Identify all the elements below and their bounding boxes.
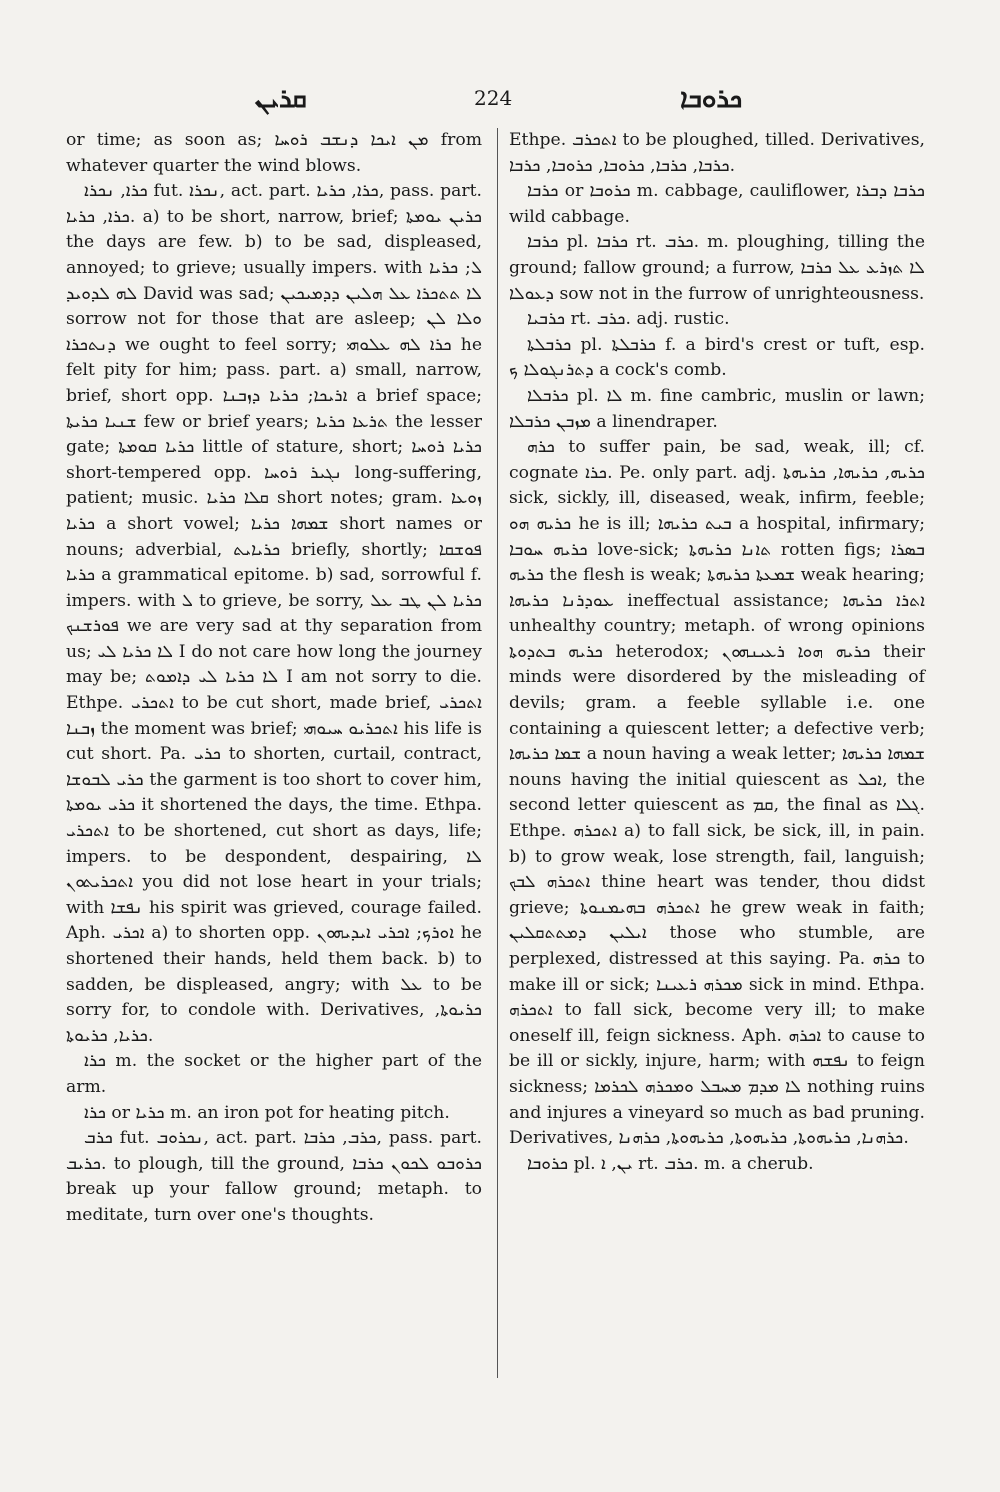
dictionary-entry: ܟܪܒܠܬܐ pl. ܟܪܒܠܬܐ f. a bird's crest or tuft, esp. ܕܬܪܢܓܘܠܐ ܟ a cock's comb. — [509, 334, 926, 381]
page-header — [0, 80, 1000, 120]
dictionary-entry: or time; as soon as; ܡܢ ܐܝܟܐ ܕܢܫܒ ܪܘܚܐ from whatever quarter the wind blows. — [66, 130, 483, 176]
left-column — [66, 128, 482, 1229]
dictionary-entry: ܟܪܗ to suffer pain, be sad, weak, ill; cf. cognate ܟܪܐ. Pe. only part. adj. ܟܪܝܗ, ܟܪܝܗܐ, ܟܪܝܗܬܐ sick, sickly, ill, diseased, weak, infirm, feeble; ܟܪܝܗ ܗܘ he is ill; ܒܝܬ ܟܪܝܗܐ a hospital, infirmary; ܟܪܝܗ ܚܘܒܐ love-sick; ܬܐܢܐ ܟܪܝܗܬܐ rotten figs; ܒܣܪܐ ܟܪܝܗ the flesh is weak; ܫܡܥܬܐ ܟܪܝܗܬܐ weak hearing; ܥܘܕܪܢܐ ܟܪܝܗܐ ineffectual assistance; ܐܬܪܐ ܟܪܝܗܐ unhealthy country; metaph. of wrong opinions ܟܪܝܗ ܒܬܕܘܬܐ heterodox; ܟܪܝܗ ܗܘܐ ܪܥܝܢܗܘܢ their minds were disordered by the misleading of devils; gram. a feeble syllable i.e. one containing a quiescent letter; a defective verb; ܫܡܐ ܟܪܝܗܐ a noun having a weak letter; ܫܡܗܐ ܟܪܝܗܐ nouns having the initial quiescent as ܐܟܠ, the second letter quiescent as ܩܡ, the final as ܓܠܐ. Ethpe. ܐܬܟܪܗ a) to fall sick, be sick, ill, in pain. b) to grow weak, lose strength, fail, languish; ܐܬܟܪܗ ܠܒܟ thine heart was tender, thou didst grieve; ܐܬܟܪܗ ܒܗܝܡܢܘܬܐ he grew weak in faith; ܐܝܠܝܢ ܕܡܬܬܩܠܝܢ those who stumble, are perplexed, distressed at this saying. Pa. ܟܪܗ to make ill or sick; ܡܟܪܗ ܪܥܝܢܐ sick in mind. Ethpa. ܐܬܟܪܗ to fall sick, become very ill; to make oneself ill, feign sickness. Aph. ܐܟܪܗ to cause to be ill or sickly, injure, harm; with ܢܦܫܗ to feign sickness; ܠܐ ܡܕܡ ܡܚܒܠ ܘܡܟܪܗ ܠܟܪܡܐ nothing ruins and injures a vineyard so much as bad pruning. Derivatives, ܟܪܗܢܐ, ܟܪܝܗܘܬܐ, ܟܪܝܗܘܬܐ, ܟܪܝܗܘܬܐ, ܟܪܗܢܐ. — [509, 437, 926, 1149]
dictionary-entry: ܟܪܒܐ pl. ܟܪܒܐ rt. ܟܪܒ. m. ploughing, tilling the ground; fallow ground; a furrow, ܠܐ ܬܙܪܥ ܥܠ ܟܪܒܐ ܕܥܘܠܐ sow not in the furrow of unrighteousness. — [509, 232, 926, 304]
header-right-word: ܟܪܘܒܐ — [680, 84, 743, 114]
dictionary-entry: ܟܪܒܐ or ܟܪܘܒܐ m. cabbage, cauliflower, ܟܪܒܐ ܕܒܪܐ wild cabbage. — [509, 181, 925, 227]
dictionary-entry: ܟܪܒ fut. ܢܟܪܘܒ, act. part. ܟܪܒ, ܟܪܒܐ, pass. part. ܟܪܝܒ. to plough, till the ground, ܟܪܘܒܘ ܠܟܘܢ ܟܪܒܐ break up your fallow ground; metaph. to meditate, turn over one's thoughts. — [66, 1128, 482, 1225]
dictionary-entry: Ethpe. ܐܬܟܪܒ to be ploughed, tilled. Derivatives, ܟܪܒܐ, ܟܪܒܐ, ܟܪܘܒܐ, ܟܪܘܒܐ, ܟܪܒܐ. — [509, 130, 925, 176]
right-column — [509, 128, 925, 1177]
header-left-word: ܩܪܝܢ — [255, 84, 307, 114]
dictionary-entry: ܟܪܐ, ܢܟܪܐ fut. ܢܟܪܐ, act. part. ܟܪܐ, ܟܪܝܐ, pass. part. ܟܪܐ, ܟܪܝܐ. a) to be short, narrow, brief; ܟܪܝܢ ܝܘܡܬܐ the days are few. b) to be sad, displeased, annoyed; to grieve; usually impers. with ܠ; ܟܪܝܐ ܠܗ ܠܕܘܝܕ David was sad; ܠܐ ܬܬܟܪܐ ܥܠ ܗܠܝܢ ܕܕܡܝܟܝܢ sorrow not for those that are asleep; ܘܠܐ ܠܢ ܕܢܬܟܪܐ we ought to feel sorry; ܟܪܐ ܠܗ ܥܠܘܗܝ he felt pity for him; pass. part. a) small, narrow, brief, short opp. ܐܪܝܟܐ; ܟܪܝܐ ܕܙܒܢܐ a brief space; ܫܢܝܐ ܟܪܝܬܐ few or brief years; ܬܪܥܐ ܟܪܝܐ the lesser gate; ܟܪܝܐ ܩܘܡܬܐ little of stature, short; ܟܪܝܐ ܪܘܚܐ short-tempered opp. ܢܓܝܪ ܪܘܚܐ long-suffering, patient; music. ܩܠܐ ܟܪܝܐ short notes; gram. ܙܘܥܐ ܟܪܝܐ a short vowel; ܫܡܗܐ ܟܪܝܐ short names or nouns; adverbial, ܟܪܝܐܝܬ briefly, shortly; ܦܘܫܩܐ ܟܪܝܐ a grammatical epitome. b) sad, sorrowful f. impers. with ܠ to grieve, be sorry, ܟܪܝܐ ܠܢ ܛܒ ܥܠ ܦܘܪܫܢܟ we are very sad at thy separation from us; ܠܐ ܟܪܝܐ ܠܝ I do not care how long the journey may be; ܠܐ ܟܪܝܐ ܠܝ ܕܐܡܘܬ I am not sorry to die. Ethpe. ܐܬܟܪܝ to be cut short, made brief, ܐܬܟܪܝ ܙܒܢܐ the moment was brief; ܐܬܟܪܝܘ ܚܝܘܗܝ his life is cut short. Pa. ܟܪܝ to shorten, curtail, contract, ܟܪܝ ܠܒܘܫܐ the garment is too short to cover him, ܟܪܝ ܝܘܡܬܐ it shortened the days, the time. Ethpa. ܐܬܟܪܝ to be shortened, cut short as days, life; impers. to be despondent, despairing, ܠܐ ܐܬܟܪܝܬܘܢ you did not lose heart in your trials; with ܢܦܫܐ his spirit was grieved, courage failed. Aph. ܐܟܪܝ a) to shorten opp. ܐܘܪܟ; ܐܟܪܝ ܐܝܕܝܗܘܢ he shortened their hands, held them back. b) to sadden, be displeased, angry; with ܥܠ to be sorry for, to condole with. Derivatives, ܟܪܝܘܬܐ, ܟܪܝܐ, ܟܪܝܘܬܐ. — [66, 181, 483, 1046]
dictionary-entry: ܟܪܘܒܐ pl. ܝܢ, ܐ rt. ܟܪܒ. m. a cherub. — [527, 1153, 814, 1174]
dictionary-entry: ܟܪܒܠܐ pl. ܠܐ m. fine cambric, muslin or lawn; ܡܙܒܢ ܟܪܒܠܐ a linendraper. — [509, 385, 925, 432]
column-divider — [497, 128, 498, 1378]
dictionary-entry: ܟܪܒܝܐ rt. ܟܪܒ. adj. rustic. — [527, 309, 730, 330]
dictionary-entry: ܟܪܐ or ܟܪܝܐ m. an iron pot for heating pitch. — [84, 1102, 450, 1123]
dictionary-entry: ܟܪܐ m. the socket or the higher part of the arm. — [66, 1051, 482, 1097]
page-number: 224 — [474, 86, 513, 110]
